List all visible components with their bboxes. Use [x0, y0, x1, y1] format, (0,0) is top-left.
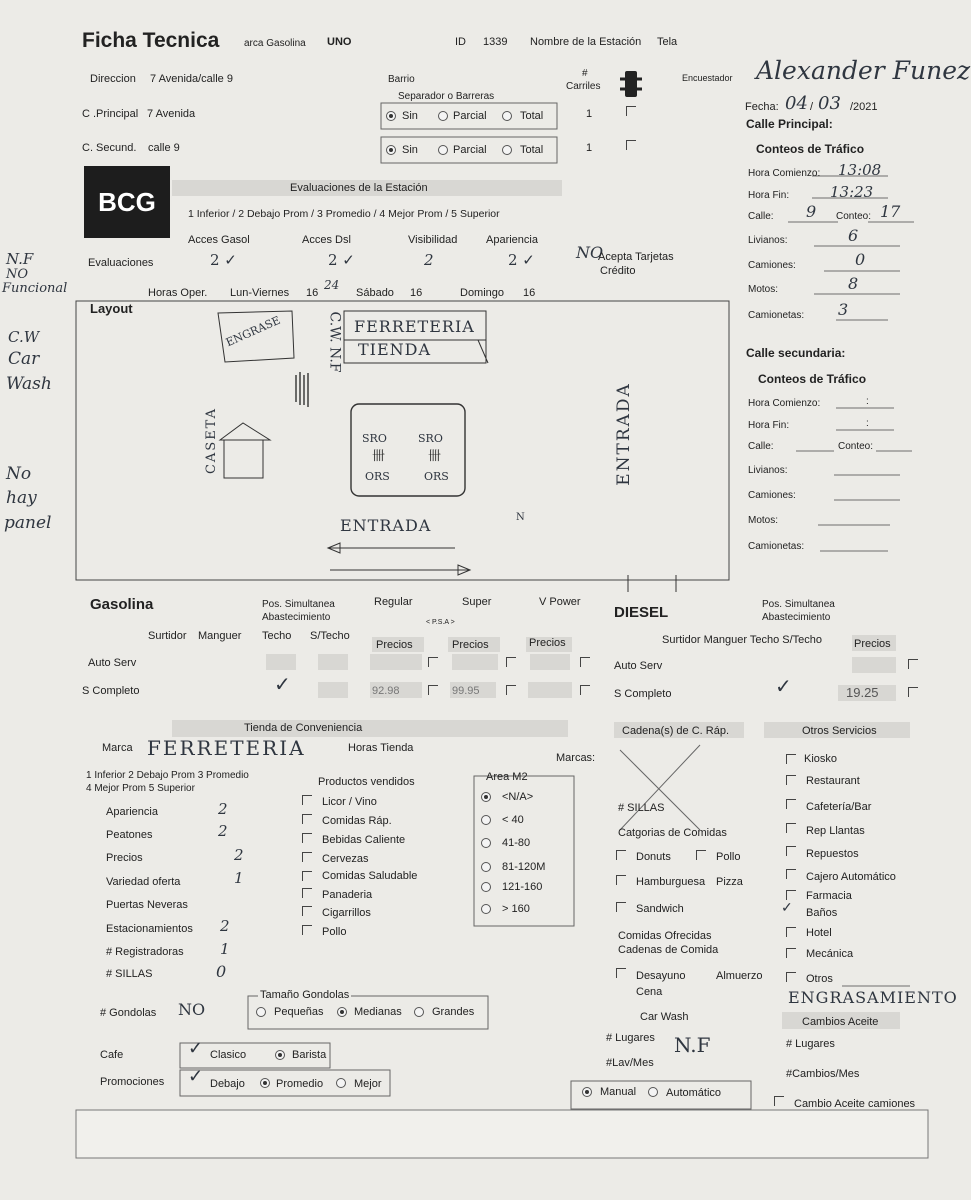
- traffic-light-icon: [620, 71, 642, 97]
- side-note-2: Funcional: [2, 281, 68, 296]
- tam-label: Tamaño Gondolas: [260, 989, 350, 1001]
- sep2-total-radio[interactable]: [502, 145, 512, 155]
- side-note-1: NO: [6, 267, 29, 282]
- prod-4: Comidas Saludable: [322, 870, 418, 882]
- diesel-techo-check: ✓: [775, 674, 792, 698]
- ts-motos-label: Motos:: [748, 515, 779, 526]
- area-radio-0[interactable]: [481, 792, 491, 802]
- encuestador-label: Encuestador: [682, 73, 733, 83]
- tp-comienzo-value: 13:08: [838, 161, 882, 179]
- cad-almuerzo: Almuerzo: [716, 970, 763, 982]
- cat-donuts-check[interactable]: [616, 850, 626, 860]
- t-estac-v: 2: [220, 917, 230, 935]
- gas-scomp-check-3[interactable]: [580, 685, 590, 695]
- tp-camiones-value: 0: [855, 250, 866, 269]
- tarjetas-label: Acepta Tarjetas: [598, 251, 674, 263]
- otros-check-9[interactable]: [786, 948, 796, 958]
- sep1-sin-radio[interactable]: [386, 111, 396, 121]
- gas-surtidor: Surtidor: [148, 630, 187, 642]
- t-puertas: Puertas Neveras: [106, 899, 188, 911]
- gas-psa: < P.S.A >: [426, 619, 455, 626]
- tp-calle-value: 9: [806, 202, 817, 221]
- otros-9: Mecánica: [806, 948, 854, 960]
- lunvie-label: Lun-Viernes: [230, 287, 290, 299]
- otros-hw: ENGRASAMIENTO: [788, 988, 958, 1007]
- id-value: 1339: [483, 36, 508, 48]
- cafe-barista-radio[interactable]: [275, 1050, 285, 1060]
- bcg-logo: BCG: [84, 166, 170, 238]
- tam-med-radio[interactable]: [337, 1007, 347, 1017]
- pump-c: ORS: [365, 470, 390, 483]
- gas-scomp-check-1[interactable]: [428, 685, 438, 695]
- lunvie-value: 16: [306, 287, 319, 299]
- promo-promedio-radio[interactable]: [260, 1078, 270, 1088]
- cambios-lugares: # Lugares: [786, 1038, 835, 1050]
- gas-precio-super: 99.95: [452, 685, 480, 697]
- otros-5: Cajero Automático: [806, 871, 896, 883]
- tienda-marca-label: Marca: [102, 742, 133, 754]
- cadena-comidas-of: Comidas Ofrecidas: [618, 930, 712, 942]
- caseta-box: [224, 440, 263, 478]
- carriles-hash: #: [582, 68, 588, 79]
- t-registr-v: 1: [220, 940, 230, 958]
- domingo-value: 16: [523, 287, 536, 299]
- id-label: ID: [455, 36, 466, 48]
- promo-mejor: Mejor: [354, 1078, 382, 1090]
- ts-comienzo-blank: :: [866, 396, 869, 407]
- prod-check-3[interactable]: [302, 852, 312, 862]
- t-apariencia-v: 2: [218, 800, 228, 818]
- sep1-total-radio[interactable]: [502, 111, 512, 121]
- tp-fin-label: Hora Fin:: [748, 190, 790, 201]
- cat-donuts: Donuts: [636, 851, 671, 863]
- tp-livianos-label: Livianos:: [748, 235, 788, 246]
- gas-abast: Abastecimiento: [262, 612, 331, 623]
- csecund-value: calle 9: [148, 142, 180, 154]
- cat-hamb-check[interactable]: [616, 875, 626, 885]
- diesel-precios: Precios: [854, 638, 891, 650]
- diesel-cols: Surtidor Manguer Techo S/Techo: [662, 634, 822, 646]
- prod-2: Bebidas Caliente: [322, 834, 406, 846]
- separador-label: Separador o Barreras: [398, 91, 495, 102]
- diesel-abast: Abastecimiento: [762, 612, 831, 623]
- side-note-4: Car: [8, 349, 40, 369]
- cat-hamburguesa: Hamburguesa: [636, 876, 706, 888]
- cad-desayuno: Desayuno: [636, 970, 686, 982]
- productos-label: Productos vendidos: [318, 776, 415, 788]
- carwash-lugares: # Lugares: [606, 1032, 655, 1044]
- gas-precios-2: Precios: [452, 639, 489, 651]
- fecha-day: 04: [785, 93, 808, 114]
- eval-h-dsl: Acces Dsl: [302, 234, 351, 246]
- cadena-marcas: Marcas:: [556, 752, 596, 764]
- cat-pollo: Pollo: [716, 851, 741, 863]
- barrio-label: Barrio: [388, 74, 415, 85]
- tienda-scale-2: 4 Mejor Prom 5 Superior: [86, 783, 195, 794]
- t-sillas-v: 0: [216, 962, 227, 981]
- area-1: < 40: [502, 814, 524, 826]
- otros-check-8[interactable]: [786, 927, 796, 937]
- nombre-value: Tela: [657, 36, 678, 48]
- t-registr: # Registradoras: [106, 946, 184, 958]
- tp-conteo-value: 17: [880, 202, 901, 221]
- cw-automatico: Automático: [666, 1087, 722, 1099]
- side-note-7: hay: [6, 488, 37, 508]
- caseta-roof: [220, 423, 270, 440]
- ts-calle-label: Calle:: [748, 441, 774, 452]
- prod-check-0[interactable]: [302, 795, 312, 805]
- prod-7: Pollo: [322, 926, 347, 938]
- tienda-header: Tienda de Conveniencia: [244, 722, 363, 734]
- tienda-horas-label: Horas Tienda: [348, 742, 414, 754]
- layout-label: Layout: [90, 301, 133, 316]
- ferreteria-text: FERRETERIA: [354, 317, 475, 336]
- carriles-check-2[interactable]: [626, 140, 636, 150]
- entrada-side-text: ENTRADA: [613, 382, 634, 486]
- prod-check-4[interactable]: [302, 871, 312, 881]
- direccion-label: Direccion: [90, 73, 136, 85]
- gas-auto-check-1[interactable]: [428, 657, 438, 667]
- t-precios-v: 2: [234, 846, 244, 864]
- sep2-sin-label: Sin: [402, 144, 418, 156]
- gas-auto-check-3[interactable]: [580, 657, 590, 667]
- pump-a: SRO: [362, 432, 387, 445]
- t-apariencia: Apariencia: [106, 806, 158, 818]
- direccion-value: 7 Avenida/calle 9: [150, 73, 233, 85]
- area-4: 121-160: [502, 881, 543, 893]
- otros-check-10[interactable]: [786, 972, 796, 982]
- area-2: 41-80: [502, 837, 531, 849]
- sep1-parcial-label: Parcial: [453, 110, 487, 122]
- sabado-value: 16: [410, 287, 423, 299]
- promo-label: Promociones: [100, 1076, 165, 1088]
- prod-check-1[interactable]: [302, 814, 312, 824]
- ts-camiones-label: Camiones:: [748, 490, 796, 501]
- t-variedad-v: 1: [234, 869, 244, 887]
- ts-fin-blank: :: [866, 418, 869, 429]
- area-3: 81-120M: [502, 861, 546, 873]
- cadena-header: Cadena(s) de C. Ráp.: [622, 725, 729, 737]
- cafe-barista: Barista: [292, 1049, 327, 1061]
- fence-lines: [296, 372, 308, 407]
- trafico-p-sub: Conteos de Tráfico: [756, 142, 865, 156]
- eval-h-vis: Visibilidad: [408, 234, 458, 246]
- comments-box: [76, 1110, 928, 1158]
- prod-0: Licor / Vino: [322, 796, 377, 808]
- tam-med: Medianas: [354, 1006, 402, 1018]
- side-note-0: N.F: [6, 250, 34, 268]
- tarjetas-hw: NO: [576, 243, 604, 262]
- carriles-value-2: 1: [586, 142, 593, 154]
- ts-conteo-label: Conteo:: [838, 441, 874, 452]
- gas-vpower: V Power: [539, 596, 581, 608]
- t-gondolas: # Gondolas: [100, 1007, 157, 1019]
- eval-gasol-value: 2 ✓: [210, 251, 237, 269]
- tp-fin-value: 13:23: [830, 183, 874, 201]
- side-note-5: Wash: [6, 374, 52, 394]
- page-title: Ficha Tecnica: [82, 29, 220, 52]
- pump-b: SRO: [418, 432, 443, 445]
- pump-icon-1: 卌: [372, 448, 386, 463]
- prod-6: Cigarrillos: [322, 907, 371, 919]
- calle-secundaria-heading: Calle secundaria:: [746, 346, 846, 360]
- area-radio-1[interactable]: [481, 815, 491, 825]
- sep2-parcial-radio[interactable]: [438, 145, 448, 155]
- area-radio-3[interactable]: [481, 862, 491, 872]
- t-gondolas-v: NO: [178, 1000, 206, 1019]
- diesel-auto-serv: Auto Serv: [614, 660, 663, 672]
- area-label: Area M2: [486, 771, 528, 783]
- tp-motos-value: 8: [848, 274, 859, 293]
- eval-vis-value: 2: [424, 251, 434, 269]
- cambio-camiones: Cambio Aceite camiones: [794, 1098, 916, 1110]
- prod-check-5[interactable]: [302, 888, 312, 898]
- cambios-header: Cambios Aceite: [802, 1016, 879, 1028]
- marca-value: UNO: [327, 36, 352, 48]
- carwash-hw: N.F: [674, 1033, 711, 1057]
- carriles-label: Carriles: [566, 81, 601, 92]
- area-0: <N/A>: [502, 791, 534, 803]
- gas-super: Super: [462, 596, 492, 608]
- layout-n-mark: N: [516, 512, 525, 523]
- cat-pizza: Pizza: [716, 876, 743, 888]
- sep2-total-label: Total: [520, 144, 544, 156]
- cw-manual-radio[interactable]: [582, 1087, 592, 1097]
- tienda-text: TIENDA: [358, 340, 432, 359]
- fecha-year: /2021: [850, 101, 878, 113]
- cad-desayuno-check[interactable]: [616, 968, 626, 978]
- cafe-check-mark: ✓: [188, 1038, 204, 1059]
- otros-7: Baños: [806, 907, 838, 919]
- promo-promedio: Promedio: [276, 1078, 324, 1090]
- carwash-lavmes: #Lav/Mes: [606, 1057, 654, 1069]
- cadena-sillas: # SILLAS: [618, 802, 665, 814]
- otros-check-6[interactable]: [786, 890, 796, 900]
- cambio-camiones-check[interactable]: [774, 1096, 784, 1106]
- tam-gra-radio[interactable]: [414, 1007, 424, 1017]
- prod-5: Panaderia: [322, 889, 373, 901]
- otros-check-2[interactable]: [786, 799, 796, 809]
- otros-8: Hotel: [806, 927, 832, 939]
- diesel-pos-sim: Pos. Simultanea: [762, 599, 835, 610]
- caseta-text: CASETA: [204, 406, 220, 475]
- gas-techo: Techo: [262, 630, 292, 642]
- horas-label: Horas Oper.: [148, 287, 208, 299]
- eval-h-gasol: Acces Gasol: [188, 234, 250, 246]
- gas-precios-3: Precios: [529, 637, 566, 649]
- t-peatones-v: 2: [218, 822, 228, 840]
- side-note-6: No: [6, 464, 32, 484]
- tp-camionetas-label: Camionetas:: [748, 310, 805, 321]
- nombre-label: Nombre de la Estación: [530, 36, 642, 48]
- eval-scale: 1 Inferior / 2 Debajo Prom / 3 Promedio / 4 Mejor Prom / 5 Superior: [188, 208, 500, 220]
- cw-manual: Manual: [600, 1086, 637, 1098]
- gas-stecho: S/Techo: [310, 630, 350, 642]
- prod-3: Cervezas: [322, 853, 369, 865]
- otros-4: Repuestos: [806, 848, 859, 860]
- otros-check-5[interactable]: [786, 869, 796, 879]
- side-note-3: C.W: [8, 328, 40, 346]
- otros-check-4[interactable]: [786, 846, 796, 856]
- otros-2: Cafetería/Bar: [806, 801, 872, 813]
- ts-livianos-label: Livianos:: [748, 465, 788, 476]
- ts-fin-label: Hora Fin:: [748, 420, 790, 431]
- csecund-label: C. Secund.: [82, 142, 137, 154]
- hw-24: 24: [324, 278, 340, 292]
- diesel-auto-check[interactable]: [908, 659, 918, 669]
- cambios-mes: #Cambios/Mes: [786, 1068, 860, 1080]
- tienda-scale-1: 1 Inferior 2 Debajo Prom 3 Promedio: [86, 770, 249, 781]
- otros-0: Kiosko: [804, 753, 838, 765]
- otros-check-1[interactable]: [786, 775, 796, 785]
- calle-principal-heading: Calle Principal:: [746, 117, 833, 131]
- cadena-cross-1: [620, 750, 700, 830]
- gas-pos-sim: Pos. Simultanea: [262, 599, 335, 610]
- cwnf-text: C.W. N.F: [326, 311, 343, 373]
- promo-check-mark: ✓: [188, 1066, 204, 1087]
- cat-sandwich-check[interactable]: [616, 902, 626, 912]
- prod-check-6[interactable]: [302, 906, 312, 916]
- gas-s-completo: S Completo: [82, 685, 140, 697]
- area-radio-2[interactable]: [481, 838, 491, 848]
- encuestador-value: Alexander Funez: [756, 56, 971, 85]
- ts-comienzo-label: Hora Comienzo:: [748, 398, 821, 409]
- carriles-value-1: 1: [586, 108, 593, 120]
- banos-check-mark: ✓: [781, 900, 793, 916]
- tp-calle-label: Calle:: [748, 211, 774, 222]
- prod-check-7[interactable]: [302, 925, 312, 935]
- pump-d: ORS: [424, 470, 449, 483]
- fecha-month: 03: [818, 93, 841, 114]
- cadena-categorias: Catgorias de Comidas: [618, 827, 727, 839]
- carwash-header: Car Wash: [640, 1011, 689, 1023]
- gas-scomp-check-2[interactable]: [506, 685, 516, 695]
- sep1-parcial-radio[interactable]: [438, 111, 448, 121]
- credito-label: Crédito: [600, 265, 636, 277]
- tp-motos-label: Motos:: [748, 284, 779, 295]
- cat-sandwich: Sandwich: [636, 903, 684, 915]
- cadena-cross-2: [620, 745, 700, 830]
- cadena-cadenas: Cadenas de Comida: [618, 944, 719, 956]
- carriles-check-1[interactable]: [626, 106, 636, 116]
- gas-manguer: Manguer: [198, 630, 242, 642]
- sep1-total-label: Total: [520, 110, 544, 122]
- t-variedad: Variedad oferta: [106, 876, 181, 888]
- gas-techo-check: ✓: [274, 672, 291, 696]
- tam-peq: Pequeñas: [274, 1006, 324, 1018]
- area-5: > 160: [502, 903, 530, 915]
- trafico-s-sub: Conteos de Tráfico: [758, 372, 867, 386]
- ts-camionetas-label: Camionetas:: [748, 541, 805, 552]
- cw-auto-radio[interactable]: [648, 1087, 658, 1097]
- prod-check-2[interactable]: [302, 833, 312, 843]
- sep2-sin-radio[interactable]: [386, 145, 396, 155]
- sep1-sin-label: Sin: [402, 110, 418, 122]
- entrada-bottom-text: ENTRADA: [340, 516, 432, 535]
- eval-header: Evaluaciones de la Estación: [290, 182, 428, 194]
- eval-apar-value: 2 ✓: [508, 251, 535, 269]
- tp-conteo-label: Conteo:: [836, 211, 872, 222]
- tp-camionetas-value: 3: [838, 300, 849, 319]
- tp-comienzo-label: Hora Comienzo:: [748, 168, 821, 179]
- t-sillas: # SILLAS: [106, 968, 153, 980]
- diesel-scomp-check[interactable]: [908, 687, 918, 697]
- eval-h-apar: Apariencia: [486, 234, 538, 246]
- cat-pollo-check[interactable]: [696, 850, 706, 860]
- eval-row-label: Evaluaciones: [88, 257, 154, 269]
- t-peatones: Peatones: [106, 829, 153, 841]
- area-radio-5[interactable]: [481, 904, 491, 914]
- sep2-parcial-label: Parcial: [453, 144, 487, 156]
- domingo-label: Domingo: [460, 287, 505, 299]
- side-note-8: panel: [4, 513, 52, 533]
- otros-check-0[interactable]: [786, 754, 796, 764]
- cafe-label: Cafe: [100, 1049, 124, 1061]
- tam-gra: Grandes: [432, 1006, 475, 1018]
- promo-debajo: Debajo: [210, 1078, 245, 1090]
- gas-precios-1: Precios: [376, 639, 413, 651]
- otros-10: Otros: [806, 973, 833, 985]
- gas-auto-check-2[interactable]: [506, 657, 516, 667]
- diesel-title: DIESEL: [614, 604, 669, 621]
- diesel-s-completo: S Completo: [614, 688, 672, 700]
- t-estac: Estacionamientos: [106, 923, 193, 935]
- gasolina-title: Gasolina: [90, 596, 154, 613]
- cad-cena: Cena: [636, 986, 663, 998]
- promo-mejor-radio[interactable]: [336, 1078, 346, 1088]
- fecha-label: Fecha:: [745, 101, 779, 113]
- eval-dsl-value: 2 ✓: [328, 251, 355, 269]
- cafe-clasico: Clasico: [210, 1049, 247, 1061]
- gas-precio-regular: 92.98: [372, 685, 400, 697]
- marca-label: arca Gasolina: [244, 38, 306, 49]
- cprincipal-label: C .Principal: [82, 108, 139, 120]
- otros-3: Rep Llantas: [806, 825, 865, 837]
- prod-1: Comidas Ráp.: [322, 815, 392, 827]
- pump-icon-2: 卌: [428, 448, 442, 463]
- engrase-text: ENGRASE: [223, 313, 283, 350]
- gas-regular: Regular: [374, 596, 413, 608]
- area-radio-4[interactable]: [481, 882, 491, 892]
- tp-camiones-label: Camiones:: [748, 260, 796, 271]
- otros-6: Farmacia: [806, 890, 852, 902]
- tp-livianos-value: 6: [848, 226, 859, 245]
- cprincipal-value: 7 Avenida: [147, 108, 196, 120]
- sabado-label: Sábado: [356, 287, 394, 299]
- otros-1: Restaurant: [806, 775, 860, 787]
- otros-header: Otros Servicios: [802, 725, 877, 737]
- tam-peq-radio[interactable]: [256, 1007, 266, 1017]
- tienda-marca-value: FERRETERIA: [147, 736, 306, 760]
- diesel-precio: 19.25: [846, 685, 879, 700]
- gas-auto-serv: Auto Serv: [88, 657, 137, 669]
- t-precios: Precios: [106, 852, 143, 864]
- otros-check-3[interactable]: [786, 823, 796, 833]
